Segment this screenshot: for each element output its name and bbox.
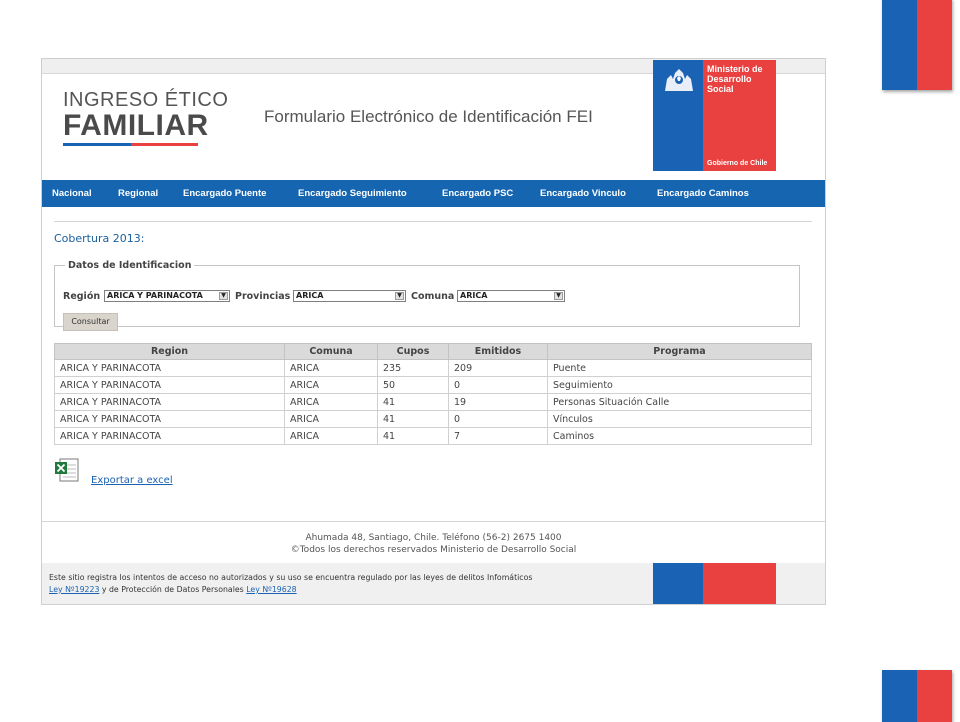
cobertura-title: Cobertura 2013:	[54, 232, 145, 245]
col-region: Region	[55, 344, 285, 360]
table-row: ARICA Y PARINACOTA ARICA 41 7 Caminos	[55, 428, 812, 445]
region-label: Región	[63, 291, 101, 302]
col-comuna: Comuna	[285, 344, 378, 360]
col-emitidos: Emitidos	[449, 344, 548, 360]
fieldset-legend: Datos de Identificacion	[68, 260, 192, 271]
export-excel-link[interactable]: Exportar a excel	[91, 475, 173, 486]
chile-crest-icon	[661, 65, 697, 95]
results-table	[54, 343, 812, 445]
flag-decoration-top	[882, 0, 952, 90]
form-title: Formulario Electrónico de Identificación FEI	[264, 107, 593, 126]
nav-encargado-caminos[interactable]: Encargado Caminos	[657, 188, 749, 199]
nav-encargado-vinculo[interactable]: Encargado Vinculo	[540, 188, 626, 199]
comuna-label: Comuna	[411, 291, 455, 302]
footer-flag-blue	[653, 563, 703, 604]
ief-logo: INGRESO ÉTICO FAMILIAR	[63, 89, 228, 146]
flag-decoration-bottom	[882, 670, 952, 722]
excel-icon[interactable]	[54, 458, 80, 483]
nav-encargado-puente[interactable]: Encargado Puente	[183, 188, 267, 199]
ley-19223-link[interactable]: Ley Nº19223	[49, 585, 100, 594]
ministry-logo: Ministerio de Desarrollo Social Gobierno de Chile	[653, 60, 776, 171]
ley-19628-link[interactable]: Ley Nº19628	[246, 585, 297, 594]
region-select[interactable]: ARICA Y PARINACOTA ▼	[104, 290, 230, 302]
table-row: ARICA Y PARINACOTA ARICA 50 0 Seguimiento	[55, 377, 812, 394]
chevron-down-icon: ▼	[554, 292, 563, 300]
provincias-select[interactable]: ARICA ▼	[293, 290, 406, 302]
footer-flag-red	[703, 563, 776, 604]
col-programa: Programa	[548, 344, 812, 360]
legal-footer: Este sitio registra los intentos de acceso no autorizados y su uso se encuentra regulado por las leyes de delitos Infomáticos Ley Nº19223 y de Protección de Datos Personales Ley Nº19628	[42, 563, 825, 604]
consultar-button[interactable]: Consultar	[63, 313, 118, 331]
footer-divider	[42, 521, 825, 522]
header	[42, 59, 825, 180]
divider	[54, 221, 812, 222]
nav-nacional[interactable]: Nacional	[52, 188, 92, 199]
table-row: ARICA Y PARINACOTA ARICA 41 0 Vínculos	[55, 411, 812, 428]
nav-encargado-seguimiento[interactable]: Encargado Seguimiento	[298, 188, 407, 199]
identification-fieldset	[54, 260, 800, 327]
main-nav	[42, 180, 825, 207]
browser-page	[41, 58, 826, 605]
table-header-row	[55, 344, 812, 360]
chevron-down-icon: ▼	[219, 292, 228, 300]
provincias-label: Provincias	[235, 291, 291, 302]
chevron-down-icon: ▼	[395, 292, 404, 300]
table-row: ARICA Y PARINACOTA ARICA 235 209 Puente	[55, 360, 812, 377]
nav-encargado-psc[interactable]: Encargado PSC	[442, 188, 514, 199]
footer-address: Ahumada 48, Santiago, Chile. Teléfono (56-2) 2675 1400 ©Todos los derechos reservados Ministerio de Desarrollo Social	[290, 533, 577, 555]
nav-regional[interactable]: Regional	[118, 188, 159, 199]
col-cupos: Cupos	[378, 344, 449, 360]
table-row: ARICA Y PARINACOTA ARICA 41 19 Personas Situación Calle	[55, 394, 812, 411]
comuna-select[interactable]: ARICA ▼	[457, 290, 565, 302]
